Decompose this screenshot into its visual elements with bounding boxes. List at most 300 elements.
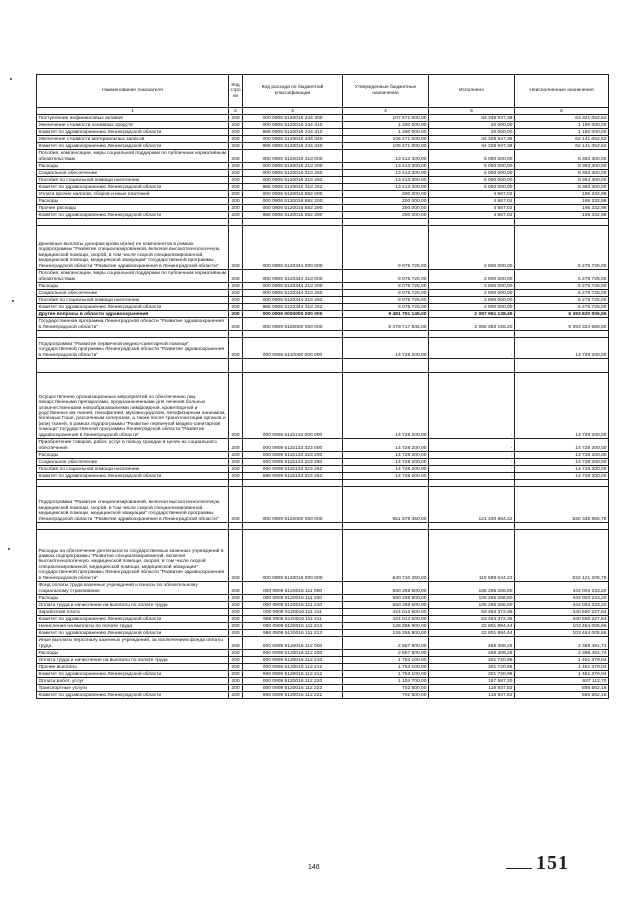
row-name: Заработная плата	[37, 609, 229, 616]
header-indicator-name: Наименование показателя	[37, 75, 229, 108]
header-unexecuted: Неисполненные назначения	[515, 75, 609, 108]
row-unexecuted: 14 728 200,00	[515, 466, 609, 473]
row-budget-code: 986 0906 5120016 852 290	[243, 212, 343, 219]
row-executed: 44 329 947,38	[429, 136, 515, 143]
table-header-row	[37, 75, 609, 108]
row-executed: 469 308,26	[429, 637, 515, 650]
row-name: Прочие расходы	[37, 205, 229, 212]
table-body	[37, 115, 609, 699]
row-line-code: 200	[229, 678, 243, 685]
row-line-code: 200	[229, 685, 243, 692]
row-unexecuted: 340 550 227,64	[515, 609, 609, 616]
row-line-code: 200	[229, 664, 243, 671]
row-budget-code: 000 0906 5120344 313 260	[243, 290, 343, 297]
row-name: Оплата работ, услуг	[37, 678, 229, 685]
table-row	[37, 129, 609, 136]
row-budget-code	[243, 331, 343, 338]
table-row	[37, 150, 609, 163]
row-unexecuted: 14 728 200,00	[515, 373, 609, 439]
row-executed: -	[429, 439, 515, 452]
row-line-code: 200	[229, 177, 243, 184]
header-executed: Исполнено	[429, 75, 515, 108]
row-approved: 14 728 200,00	[343, 452, 429, 459]
row-approved: 13 413 300,00	[343, 170, 429, 177]
row-budget-code: 000 0906 5120016 313 200	[243, 163, 343, 170]
column-number-row	[37, 108, 609, 115]
row-executed	[429, 219, 515, 226]
page-number: 146	[308, 864, 320, 871]
row-line-code: 200	[229, 205, 243, 212]
row-executed: 106 265 266,80	[429, 602, 515, 609]
row-executed: 121 330 594,22	[429, 487, 515, 523]
row-unexecuted: 1 451 379,04	[515, 657, 609, 664]
row-budget-code: 000 0909 5115132 000 000	[243, 373, 343, 439]
row-line-code	[229, 359, 243, 373]
table-row	[37, 473, 609, 480]
row-line-code: 200	[229, 373, 243, 439]
row-budget-code: 000 0909 5115133 323 262	[243, 466, 343, 473]
row-budget-code: 000 0909 5115133 323 200	[243, 452, 343, 459]
row-budget-code: 000 0909 5115133 323 000	[243, 439, 343, 452]
row-budget-code: 986 0909 5120016 112 212	[243, 671, 343, 678]
row-budget-code: 000 0906 5120016 244 340	[243, 136, 343, 143]
row-approved: 9 075 725,00	[343, 270, 429, 283]
row-line-code: 200	[229, 609, 243, 616]
row-budget-code: 000 0909 5120016 112 210	[243, 657, 343, 664]
row-name: Подпрограмма "Развитие первичной медико-санитарной помощи" государственной программы Ленинградской области "Развитие здравоохранения в Ленинградской области"	[37, 338, 229, 359]
row-unexecuted	[515, 480, 609, 487]
table-row	[37, 170, 609, 177]
table-row	[37, 609, 609, 616]
row-line-code: 200	[229, 129, 243, 136]
row-line-code: 200	[229, 439, 243, 452]
row-approved	[343, 219, 429, 226]
row-name: Другие вопросы в области здравоохранения	[37, 311, 229, 318]
table-row	[37, 184, 609, 191]
row-unexecuted: 6 275 725,00	[515, 283, 609, 290]
row-budget-code: 986 0909 5120016 112 222	[243, 692, 343, 699]
row-executed: 2 086 393 155,20	[429, 318, 515, 331]
row-executed: 301 720,96	[429, 657, 515, 664]
row-budget-code: 000 0909 5120016 112 222	[243, 685, 343, 692]
row-line-code: 200	[229, 122, 243, 129]
table-row	[37, 311, 609, 318]
row-unexecuted: 195 332,98	[515, 205, 609, 212]
row-executed: 5 050 000,00	[429, 177, 515, 184]
row-executed: 2 800 000,00	[429, 283, 515, 290]
row-approved: 14 728 200,00	[343, 338, 429, 359]
row-budget-code: 000 0909 5120016 111 213	[243, 623, 343, 630]
row-unexecuted	[515, 359, 609, 373]
row-approved: 424 013 600,00	[343, 609, 429, 616]
row-name: Расходы	[37, 163, 229, 170]
row-budget-code: 000 0909 5120016 112 212	[243, 664, 343, 671]
row-unexecuted: 195 332,98	[515, 191, 609, 198]
row-unexecuted: 62 141 052,62	[515, 143, 609, 150]
row-unexecuted: 195 332,98	[515, 212, 609, 219]
row-name: Увеличение стоимости основных средств	[37, 122, 229, 129]
row-executed: 22 801 894,44	[429, 630, 515, 637]
row-approved: 550 269 500,00	[343, 595, 429, 602]
row-approved: 1 200 000,00	[343, 122, 429, 129]
row-budget-code: 000 0906 5120344 313 200	[243, 283, 343, 290]
row-line-code: 200	[229, 466, 243, 473]
row-unexecuted	[515, 219, 609, 226]
row-approved	[343, 331, 429, 338]
row-budget-code: 000 0909 5120000 000 000	[243, 487, 343, 523]
row-approved: 200 000,00	[343, 191, 429, 198]
row-budget-code: 000 0906 5120344 000 000	[243, 226, 343, 270]
row-budget-code: 986 0906 5120344 313 262	[243, 304, 343, 311]
table-row	[37, 530, 609, 582]
row-unexecuted: 195 332,98	[515, 198, 609, 205]
row-name: Увеличение стоимости материальных запасов	[37, 136, 229, 143]
row-budget-code	[243, 480, 343, 487]
row-executed: -	[429, 373, 515, 439]
row-budget-code: 000 0909 0000000 000 000	[243, 311, 343, 318]
row-name: Фонд оплаты труда казенных учреждений и взносы по обязательному социальному страхованию	[37, 582, 229, 595]
row-executed: -	[429, 338, 515, 359]
row-budget-code: 000 0906 5120016 244 300	[243, 115, 343, 122]
row-name: Пособия, компенсации, меры социальной поддержки по публичным нормативным обязательствам	[37, 150, 229, 163]
row-name: Пособия, компенсации, меры социальной поддержки по публичным нормативным обязательствам	[37, 270, 229, 283]
row-unexecuted: 14 728 200,00	[515, 338, 609, 359]
row-approved: 9 075 725,00	[343, 283, 429, 290]
row-name: Комитет по здравоохранению Ленинградской области	[37, 212, 229, 219]
row-executed: 116 937,82	[429, 685, 515, 692]
row-budget-code	[243, 359, 343, 373]
row-approved: 651 678 450,00	[343, 487, 429, 523]
handwritten-page-stamp: 151	[536, 852, 569, 874]
row-unexecuted: 585 562,18	[515, 692, 609, 699]
table-row	[37, 177, 609, 184]
table-row	[37, 219, 609, 226]
row-name	[37, 480, 229, 487]
column-number: 1	[37, 108, 229, 115]
table-row	[37, 373, 609, 439]
table-row	[37, 582, 609, 595]
row-executed: 44 329 947,38	[429, 143, 515, 150]
row-approved: 14 728 200,00	[343, 373, 429, 439]
row-executed: 4 667,02	[429, 212, 515, 219]
row-executed	[429, 480, 515, 487]
scan-mark	[10, 78, 12, 80]
row-line-code: 200	[229, 616, 243, 623]
table-row	[37, 459, 609, 466]
row-name: Прочие выплаты	[37, 664, 229, 671]
row-approved: 702 500,00	[343, 692, 429, 699]
row-budget-code: 000 0909 5120016 000 000	[243, 530, 343, 582]
row-budget-code: 000 0909 5110000 000 000	[243, 338, 343, 359]
row-unexecuted: 8 363 300,00	[515, 177, 609, 184]
row-unexecuted: 585 562,18	[515, 685, 609, 692]
table-row	[37, 650, 609, 657]
row-line-code: 200	[229, 143, 243, 150]
row-approved	[343, 480, 429, 487]
row-executed: 116 937,82	[429, 692, 515, 699]
row-unexecuted: 6 393 830 006,55	[515, 311, 609, 318]
row-name: Приобретение товаров, работ, услуг в пользу граждан в целях их социального обеспечения	[37, 439, 229, 452]
table-row	[37, 290, 609, 297]
row-executed	[429, 523, 515, 530]
row-approved: 14 728 200,00	[343, 466, 429, 473]
row-line-code: 200	[229, 637, 243, 650]
row-name: Социальное обеспечение	[37, 459, 229, 466]
row-budget-code: 000 0909 5115133 323 260	[243, 459, 343, 466]
table-row	[37, 331, 609, 338]
row-executed	[429, 359, 515, 373]
row-budget-code: 000 0906 5120016 852 290	[243, 205, 343, 212]
row-name: Подпрограмма "Развитие специализированной, включая высокотехнологичную, медицинской помощи, скорой, в том числе скорой специализированной, медицинской помощи, медицинской эвакуации" государственной программы Ленинградской области "Развитие здравоохранения в Ленинградской области"	[37, 487, 229, 523]
row-executed: 83 463 372,36	[429, 616, 515, 623]
row-approved: 107 671 000,00	[343, 115, 429, 122]
row-unexecuted: 6 275 725,00	[515, 226, 609, 270]
row-budget-code: 000 0906 5120344 313 262	[243, 297, 343, 304]
row-line-code: 200	[229, 692, 243, 699]
row-line-code: 200	[229, 136, 243, 143]
row-approved: 200 000,00	[343, 198, 429, 205]
row-budget-code: 000 0909 5120016 112 000	[243, 637, 343, 650]
row-name	[37, 331, 229, 338]
row-executed	[429, 331, 515, 338]
row-line-code: 200	[229, 184, 243, 191]
row-executed: 301 720,96	[429, 664, 515, 671]
row-executed: -	[429, 459, 515, 466]
row-approved: 2 857 800,00	[343, 637, 429, 650]
stamp-underline	[506, 868, 532, 869]
row-budget-code: 986 0909 5115133 323 262	[243, 473, 343, 480]
row-approved: 14 728 200,00	[343, 473, 429, 480]
table-row	[37, 678, 609, 685]
row-line-code: 200	[229, 602, 243, 609]
row-unexecuted: 340 550 227,64	[515, 616, 609, 623]
row-executed: 118 589 044,22	[429, 530, 515, 582]
row-unexecuted: 14 728 200,00	[515, 473, 609, 480]
row-approved: 1 104 700,00	[343, 678, 429, 685]
table-row	[37, 283, 609, 290]
row-line-code: 200	[229, 650, 243, 657]
row-line-code: 200	[229, 671, 243, 678]
scan-mark	[8, 548, 10, 550]
row-unexecuted: 103 454 005,56	[515, 630, 609, 637]
row-executed: 4 667,02	[429, 191, 515, 198]
row-unexecuted: 14 728 200,00	[515, 452, 609, 459]
row-budget-code	[243, 219, 343, 226]
row-budget-code: 000 0906 5120016 244 310	[243, 122, 343, 129]
row-budget-code: 000 0909 5120016 111 200	[243, 595, 343, 602]
row-line-code: 200	[229, 198, 243, 205]
row-line-code: 200	[229, 226, 243, 270]
row-approved	[343, 359, 429, 373]
table-row	[37, 226, 609, 270]
row-unexecuted: 63 321 052,62	[515, 115, 609, 122]
row-unexecuted: 14 728 200,00	[515, 439, 609, 452]
row-approved: 106 471 000,00	[343, 143, 429, 150]
row-executed: 2 800 000,00	[429, 290, 515, 297]
row-executed: -	[429, 466, 515, 473]
row-approved: 1 200 000,00	[343, 129, 429, 136]
table-row	[37, 270, 609, 283]
row-executed: 5 050 000,00	[429, 163, 515, 170]
row-approved: 13 413 300,00	[343, 184, 429, 191]
row-line-code: 200	[229, 115, 243, 122]
row-name: Комитет по здравоохранению Ленинградской области	[37, 630, 229, 637]
row-unexecuted: 2 388 491,74	[515, 650, 609, 657]
row-approved: 9 481 791 145,00	[343, 311, 429, 318]
row-executed: 469 308,26	[429, 650, 515, 657]
row-name: Уплата прочих налогов, сборов и иных платежей	[37, 191, 229, 198]
row-budget-code: 000 0909 5120016 112 220	[243, 678, 343, 685]
row-budget-code: 000 0909 5100000 000 000	[243, 318, 343, 331]
row-approved: 106 471 000,00	[343, 136, 429, 143]
row-line-code	[229, 219, 243, 226]
row-approved: 200 000,00	[343, 212, 429, 219]
row-line-code	[229, 480, 243, 487]
row-name: Оплата труда и начисления на выплаты по оплате труда	[37, 657, 229, 664]
row-name	[37, 219, 229, 226]
row-name: Начисления на выплаты по оплате труда	[37, 623, 229, 630]
table-row	[37, 439, 609, 452]
table-row	[37, 115, 609, 122]
row-name: Расходы	[37, 650, 229, 657]
table-row	[37, 685, 609, 692]
row-unexecuted: 444 004 233,20	[515, 582, 609, 595]
table-row	[37, 338, 609, 359]
row-approved: 1 753 100,00	[343, 664, 429, 671]
row-budget-code: 986 0909 5120016 111 213	[243, 630, 343, 637]
row-unexecuted: 2 388 491,74	[515, 637, 609, 650]
table-row	[37, 304, 609, 311]
row-approved: 702 500,00	[343, 685, 429, 692]
row-executed: 5 050 000,00	[429, 150, 515, 163]
row-line-code: 200	[229, 150, 243, 163]
row-approved: 13 413 300,00	[343, 177, 429, 184]
row-approved: 13 413 300,00	[343, 150, 429, 163]
row-approved: 1 753 100,00	[343, 657, 429, 664]
table-row	[37, 198, 609, 205]
row-executed: 167 587,30	[429, 678, 515, 685]
row-name: Комитет по здравоохранению Ленинградской области	[37, 473, 229, 480]
row-name: Транспортные услуги	[37, 685, 229, 692]
row-name	[37, 359, 229, 373]
row-budget-code: 986 0906 5120016 244 340	[243, 143, 343, 150]
row-unexecuted: 14 728 200,00	[515, 459, 609, 466]
row-name: Пособия по социальной помощи населению	[37, 177, 229, 184]
row-unexecuted	[515, 331, 609, 338]
column-number: 5	[429, 108, 515, 115]
row-approved: 424 013 600,00	[343, 616, 429, 623]
header-line-code: Код стро ки	[229, 75, 243, 108]
row-budget-code: 986 0909 5120016 111 211	[243, 616, 343, 623]
row-line-code: 200	[229, 452, 243, 459]
row-executed: 4 667,02	[429, 198, 515, 205]
table-row	[37, 480, 609, 487]
row-budget-code: 000 0906 5120344 313 000	[243, 270, 343, 283]
row-executed: 2 800 000,00	[429, 226, 515, 270]
row-unexecuted: 8 363 300,00	[515, 184, 609, 191]
row-line-code	[229, 523, 243, 530]
row-approved: 9 075 725,00	[343, 297, 429, 304]
row-executed: 5 050 000,00	[429, 184, 515, 191]
table-row	[37, 602, 609, 609]
row-unexecuted: 1 180 000,00	[515, 129, 609, 136]
row-unexecuted: 8 363 300,00	[515, 150, 609, 163]
row-executed: 2 800 000,00	[429, 304, 515, 311]
table-row	[37, 136, 609, 143]
row-line-code: 200	[229, 595, 243, 602]
row-name: Расходы	[37, 283, 229, 290]
row-unexecuted: 530 345 855,78	[515, 487, 609, 523]
row-unexecuted: 6 275 725,00	[515, 270, 609, 283]
table-row	[37, 466, 609, 473]
table-row	[37, 212, 609, 219]
table-row	[37, 664, 609, 671]
column-number: 3	[243, 108, 343, 115]
row-approved: 9 075 725,00	[343, 226, 429, 270]
row-line-code: 200	[229, 283, 243, 290]
row-name: Комитет по здравоохранению Ленинградской области	[37, 671, 229, 678]
row-name: Комитет по здравоохранению Ленинградской области	[37, 304, 229, 311]
table-row	[37, 630, 609, 637]
table-row	[37, 657, 609, 664]
table-row	[37, 595, 609, 602]
row-approved: 8 479 717 845,00	[343, 318, 429, 331]
column-number: 6	[515, 108, 609, 115]
row-line-code: 200	[229, 582, 243, 595]
row-name: Комитет по здравоохранению Ленинградской области	[37, 616, 229, 623]
row-approved: 640 710 250,00	[343, 530, 429, 582]
row-name: Оплата труда и начисления на выплаты по оплате труда	[37, 602, 229, 609]
table-row	[37, 318, 609, 331]
table-row	[37, 523, 609, 530]
row-budget-code: 000 0906 5120016 852 000	[243, 191, 343, 198]
row-unexecuted: 1 180 000,00	[515, 122, 609, 129]
row-executed: 22 801 894,44	[429, 623, 515, 630]
row-approved: 126 255 900,00	[343, 623, 429, 630]
row-approved: 2 857 800,00	[343, 650, 429, 657]
row-executed: 106 265 266,80	[429, 582, 515, 595]
row-unexecuted: 6 275 725,00	[515, 290, 609, 297]
row-executed: 2 800 000,00	[429, 270, 515, 283]
row-name	[37, 523, 229, 530]
row-approved: 200 000,00	[343, 205, 429, 212]
row-executed: 2 800 000,00	[429, 297, 515, 304]
row-name: Пособия по социальной помощи населению	[37, 466, 229, 473]
table-row	[37, 122, 609, 129]
row-line-code: 200	[229, 473, 243, 480]
row-approved: 9 075 725,00	[343, 304, 429, 311]
row-executed: 301 720,96	[429, 671, 515, 678]
row-name: Расходы	[37, 452, 229, 459]
row-name: Денежные выплаты донорам крови и(или) ее компонентов в рамках подпрограммы "Развитие специализированной, включая высокотехнологичную, медицинской помощи, скорой, в том числе скорой специализированной, медицинской помощи, медицинской эвакуации" государственной программы Ленинградской области "Развитие здравоохранения в Ленинградской области"	[37, 226, 229, 270]
row-unexecuted: 6 393 324 689,80	[515, 318, 609, 331]
row-name: Осуществление организационных мероприятий по обеспечению лиц лекарственными препаратами, предназначенными для лечения больных злокачественными новообразованиями лимфоидной, кроветворной и родственных им тканей, гемофилией, муковисцидозом, гипофизарным нанизмом, болезнью Гоше, рассеянным склерозом, а также после трансплантации органов и (или) тканей, в рамках подпрограммы "Развитие первичной медико-санитарной помощи" государственной программы Ленинградской области "Развитие здравоохранения в Ленинградской области"	[37, 373, 229, 439]
row-line-code: 200	[229, 657, 243, 664]
table-row	[37, 297, 609, 304]
table-row	[37, 637, 609, 650]
row-line-code: 200	[229, 290, 243, 297]
row-budget-code: 000 0906 5120016 313 260	[243, 170, 343, 177]
table-row	[37, 671, 609, 678]
table-row	[37, 616, 609, 623]
row-unexecuted: 444 004 233,20	[515, 602, 609, 609]
row-approved: 126 255 900,00	[343, 630, 429, 637]
row-budget-code: 986 0906 5120016 313 262	[243, 184, 343, 191]
row-name: Комитет по здравоохранению Ленинградской области	[37, 184, 229, 191]
row-budget-code: 986 0906 5120016 244 310	[243, 129, 343, 136]
row-unexecuted: 62 141 052,62	[515, 136, 609, 143]
row-approved: 14 728 200,00	[343, 459, 429, 466]
